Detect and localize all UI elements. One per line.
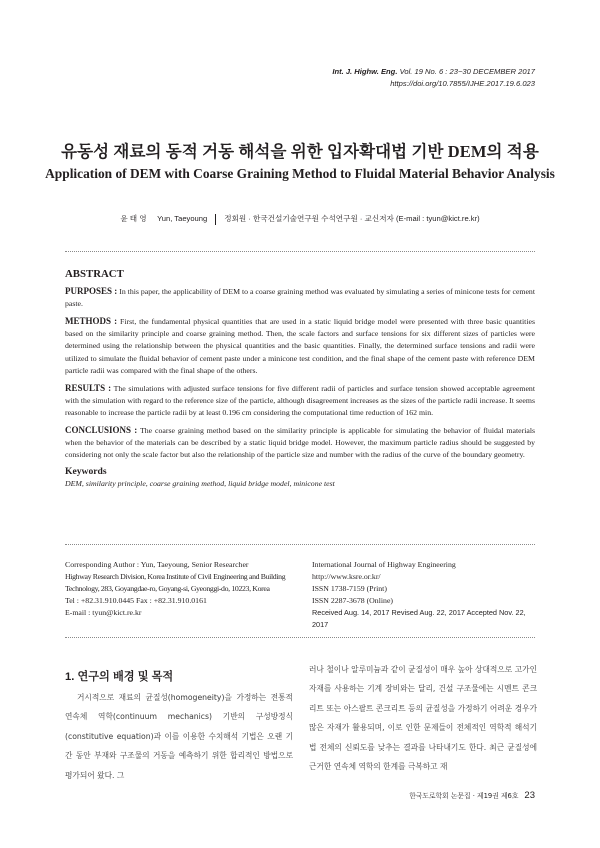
corr-line-5: E-mail : tyun@kict.re.kr bbox=[65, 608, 142, 618]
divider-bottom bbox=[65, 637, 535, 638]
abstract bbox=[65, 268, 535, 491]
author-line bbox=[0, 213, 600, 225]
title-korean: 유동성 재료의 동적 거동 해석을 위한 입자확대법 기반 DEM의 적용 bbox=[61, 142, 539, 161]
corresponding-author-info bbox=[65, 559, 305, 619]
corr-line-1: Corresponding Author : Yun, Taeyoung, Senior Researcher bbox=[65, 560, 249, 569]
purposes-text: In this paper, the applicability of DEM to a coarse graining method was evaluated by simulating a series of minicone tests for cement paste. bbox=[65, 287, 535, 309]
abstract-heading: ABSTRACT bbox=[65, 268, 124, 280]
journal-info-line-1: International Journal of Highway Engineering bbox=[312, 560, 456, 569]
journal-info-dates: Received Aug. 14, 2017 Revised Aug. 22, 2017 Accepted Nov. 22, 2017 bbox=[312, 608, 526, 630]
page-footer bbox=[409, 790, 535, 801]
title-english: Application of DEM with Coarse Graining Method to Fluidal Material Behavior Analysis bbox=[45, 166, 555, 181]
journal-abbrev: Int. J. Highw. Eng. bbox=[332, 67, 398, 76]
journal-info-issn-online: ISSN 2287-3678 (Online) bbox=[312, 596, 393, 606]
abstract-methods bbox=[65, 315, 535, 376]
author-name-en: Yun, Taeyoung bbox=[157, 214, 208, 223]
author-affiliation: 정회원 · 한국건설기술연구원 수석연구원 · 교신저자 (E-mail : tyun@kict.re.kr) bbox=[224, 214, 480, 223]
methods-text: First, the fundamental physical quantities that are used in a static liquid bridge model were presented with three basic quantities based on the similarity principle and coarse graining method. Then, the scale factors and surface tensions for six different sizes of particles were determined using the relationship between the physical quantities and the basic quantities. Finally, the determined surface tensions and radii were utilized to simulate the fluidal behavior of cement paste under a minicone test condition, and the final shape of the cement paste with reference DEM particle radii was compared with the final shape of the others. bbox=[65, 317, 535, 375]
corr-line-2: Highway Research Division, Korea Institute of Civil Engineering and Building bbox=[65, 572, 286, 582]
volume-line: Vol. 19 No. 6 : 23~30 DECEMBER 2017 bbox=[399, 67, 535, 76]
purposes-label: PURPOSES : bbox=[65, 286, 118, 297]
abstract-results bbox=[65, 382, 535, 419]
results-label: RESULTS : bbox=[65, 382, 112, 393]
journal-citation bbox=[332, 66, 535, 78]
keywords-heading: Keywords bbox=[65, 466, 107, 478]
abstract-purposes bbox=[65, 285, 535, 310]
footer-journal: 한국도로학회 논문집 · 제19권 제6호 bbox=[409, 792, 519, 800]
corr-line-4: Tel : +82.31.910.0445 Fax : +82.31.910.0161 bbox=[65, 596, 207, 606]
journal-info-issn-print: ISSN 1738-7159 (Print) bbox=[312, 584, 387, 594]
divider-middle bbox=[65, 544, 535, 545]
author-separator bbox=[215, 214, 216, 225]
body-column-left: 거시적으로 재료의 균질성(homogeneity)을 가정하는 전통적 연속체 역학(continuum mechanics) 기반의 구성방정식(constitutive equation)과 이를 이용한 수치해석 기법은 오랜 기간 동안 부재와 구조물의 거동을 예측하기 위한 합리적인 방법으로 평가되어 왔다. 그 bbox=[65, 693, 293, 780]
abstract-conclusions bbox=[65, 424, 535, 461]
results-text: The simulations with adjusted surface tensions for five different radii of particles and surface tension showed acceptable agreement with the simulation with regard to the reference size of the particle, although disagreement increases as the sizes of the particle radii increase. It seems reasonable to increase the particle radii by at least 0.196 cm considering the computational time reduction of 162 min. bbox=[65, 383, 535, 417]
doi-link[interactable]: https://doi.org/10.7855/IJHE.2017.19.6.023 bbox=[390, 78, 535, 88]
corr-line-3: Technology, 283, Goyangdae-ro, Goyang-si, Gyeonggi-do, 10223, Korea bbox=[65, 584, 270, 594]
conclusions-label: CONCLUSIONS : bbox=[65, 425, 138, 436]
page-number: 23 bbox=[524, 790, 535, 801]
body-column-right: 러나 철이나 알루미늄과 같이 균질성이 매우 높아 상대적으로 고가인 자재를 사용하는 기계 장비와는 달리, 건설 구조물에는 시멘트 콘크리트 또는 아스팔트 콘크리트 등의 균질성을 가정하기 어려운 경우가 많은 자재가 활용되며, 이로 인한 문제들이 전체적인 역학적 해석기법 전체의 신뢰도를 낮추는 결과를 나타내기도 한다. 최근 균질성에 근거한 연속체 역학의 한계를 극복하고 재 bbox=[309, 665, 537, 772]
journal-info-url[interactable]: http://www.ksre.or.kr/ bbox=[312, 572, 381, 582]
journal-info bbox=[312, 559, 537, 632]
journal-header bbox=[332, 66, 535, 89]
divider-top bbox=[65, 251, 535, 252]
methods-label: METHODS : bbox=[65, 316, 118, 327]
conclusions-text: The coarse graining method based on the similarity principle is applicable for simulating the behavior of fluidal materials when the behavior of the materials can be described by a static liquid bridge model. However, the maximum particle radius should be suggested by considering not only the scale factor but also the relationship of the particle size and number with the radius of the curve of the boundary geometry. bbox=[65, 426, 536, 460]
author-name-ko: 윤 태 영 bbox=[120, 214, 147, 223]
keywords-text: DEM, similarity principle, coarse graining method, liquid bridge model, minicone test bbox=[65, 479, 335, 489]
section-1-heading: 1. 연구의 배경 및 목적 bbox=[65, 671, 174, 683]
